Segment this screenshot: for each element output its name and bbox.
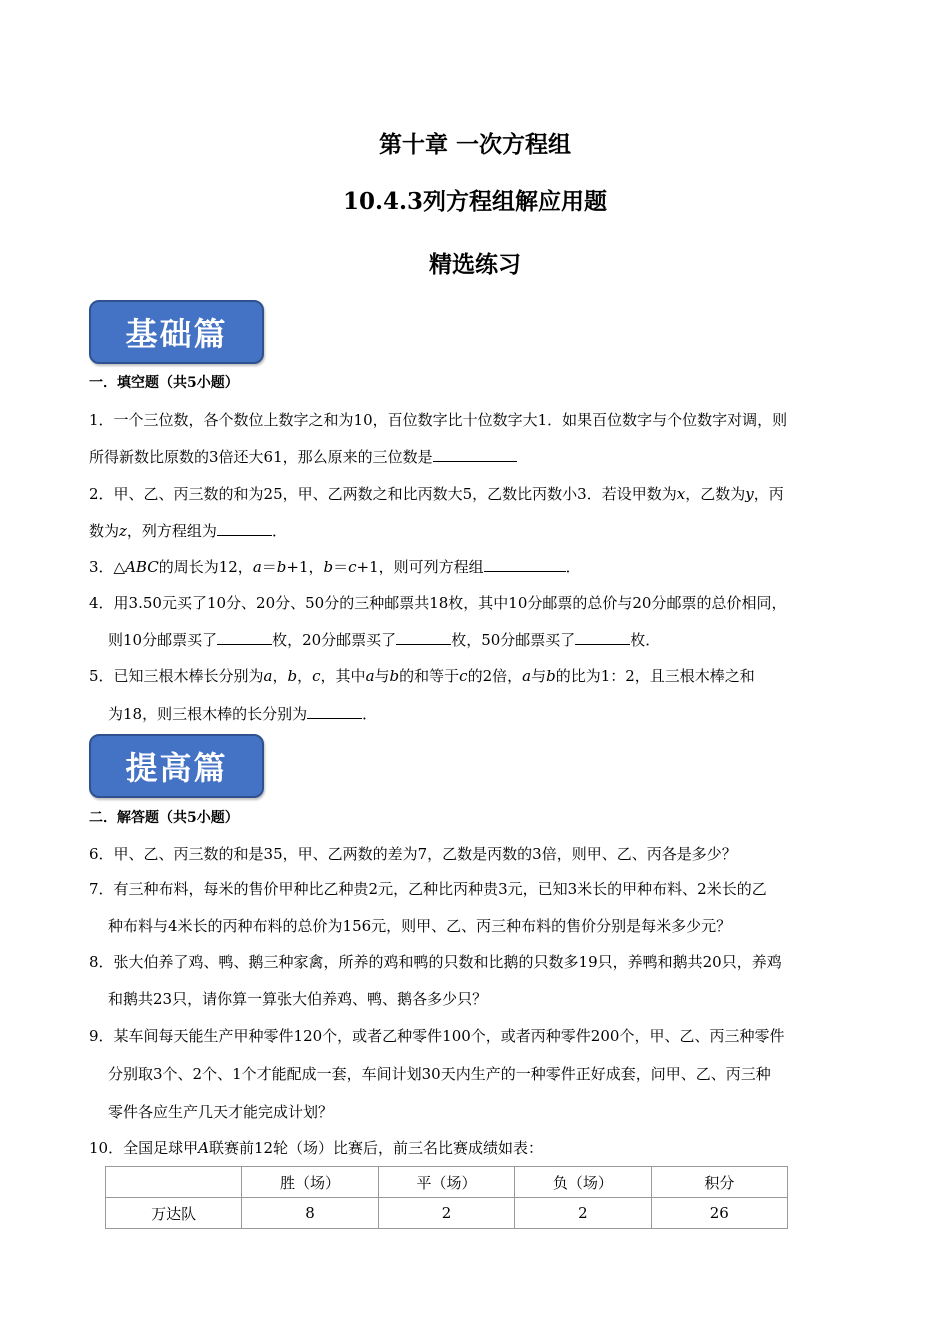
table-cell: 2 xyxy=(515,1198,651,1229)
table-header-cell: 积分 xyxy=(651,1167,787,1198)
chapter-title: 第十章 一次方程组 xyxy=(378,131,571,158)
q3-line: 3．△ABC的周长为12，a＝b+1，b＝c+1，则可列方程组 ． xyxy=(89,558,581,576)
table-cell: 8 xyxy=(242,1198,378,1229)
advanced-banner: 提高篇 xyxy=(89,734,264,798)
q9-line1: 9．某车间每天能生产甲种零件120个，或者乙种零件100个，或者丙种零件200个，甲、乙、丙三种零件 xyxy=(89,1027,785,1045)
table-cell: 26 xyxy=(651,1198,787,1229)
q9-line2: 分别取3个、2个、1个才能配成一套，车间计划30天内生产的一种零件正好成套，问甲、乙、丙三种 xyxy=(108,1065,771,1083)
table-header-cell: 胜（场） xyxy=(242,1167,378,1198)
results-table xyxy=(105,1166,788,1229)
q1-line1: 1．一个三位数，各个数位上数字之和为10，百位数字比十位数字大1．如果百位数字与个位数字对调，则 xyxy=(89,411,788,429)
q8-line2: 和鹅共23只，请你算一算张大伯养鸡、鸭、鹅各多少只？ xyxy=(108,990,488,1008)
q5-line2: 为18，则三根木棒的长分别为 ． xyxy=(108,705,378,723)
lesson-title: 10.4.3列方程组解应用题 xyxy=(342,188,608,215)
table-cell: 万达队 xyxy=(106,1198,242,1229)
q2-line2: 数为z，列方程组为 ． xyxy=(89,522,287,540)
q8-line1: 8．张大伯养了鸡、鸭、鹅三种家禽，所养的鸡和鸭的只数和比鹅的只数多19只，养鸭和鹅共20只，养鸡 xyxy=(89,953,782,971)
q7-line1: 7．有三种布料，每米的售价甲种比乙种贵2元，乙种比丙种贵3元，已知3米长的甲种布料、2米长的乙 xyxy=(89,880,767,898)
section2-heading: 二．解答题（共5小题） xyxy=(89,810,239,826)
q5-line1: 5．已知三根木棒长分别为a，b，c，其中a与b的和等于c的2倍，a与b的比为1：2，且三根木棒之和 xyxy=(89,667,755,685)
q9-line3: 零件各应生产几天才能完成计划？ xyxy=(108,1103,334,1121)
table-cell: 2 xyxy=(378,1198,514,1229)
table-header-cell xyxy=(106,1167,242,1198)
q1-line2: 所得新数比原数的3倍还大61，那么原来的三位数是 xyxy=(89,446,517,467)
section1-heading: 一．填空题（共5小题） xyxy=(89,375,239,391)
table-header-cell: 平（场） xyxy=(378,1167,514,1198)
q6-line: 6．甲、乙、丙三数的和是35，甲、乙两数的差为7，乙数是丙数的3倍，则甲、乙、丙各是多少？ xyxy=(89,845,737,863)
q4-line2: 则10分邮票买了 枚，20分邮票买了 枚，50分邮票买了 枚． xyxy=(108,631,661,649)
basic-banner: 基础篇 xyxy=(89,300,264,364)
q7-line2: 种布料与4米长的丙种布料的总价为156元，则甲、乙、丙三种布料的售价分别是每米多少元？ xyxy=(108,917,732,935)
table-header-cell: 负（场） xyxy=(515,1167,651,1198)
subtitle: 精选练习 xyxy=(429,251,521,278)
q10-line: 10．全国足球甲A联赛前12轮（场）比赛后，前三名比赛成绩如表： xyxy=(89,1139,544,1157)
q2-line1: 2．甲、乙、丙三数的和为25，甲、乙两数之和比丙数大5，乙数比丙数小3．若设甲数为x，乙数为y，丙 xyxy=(89,485,784,503)
table-row xyxy=(106,1198,788,1229)
q4-line1: 4．用3.50元买了10分、20分、50分的三种邮票共18枚，其中10分邮票的总价与20分邮票的总价相同， xyxy=(89,594,787,612)
table-header-row xyxy=(106,1167,788,1198)
